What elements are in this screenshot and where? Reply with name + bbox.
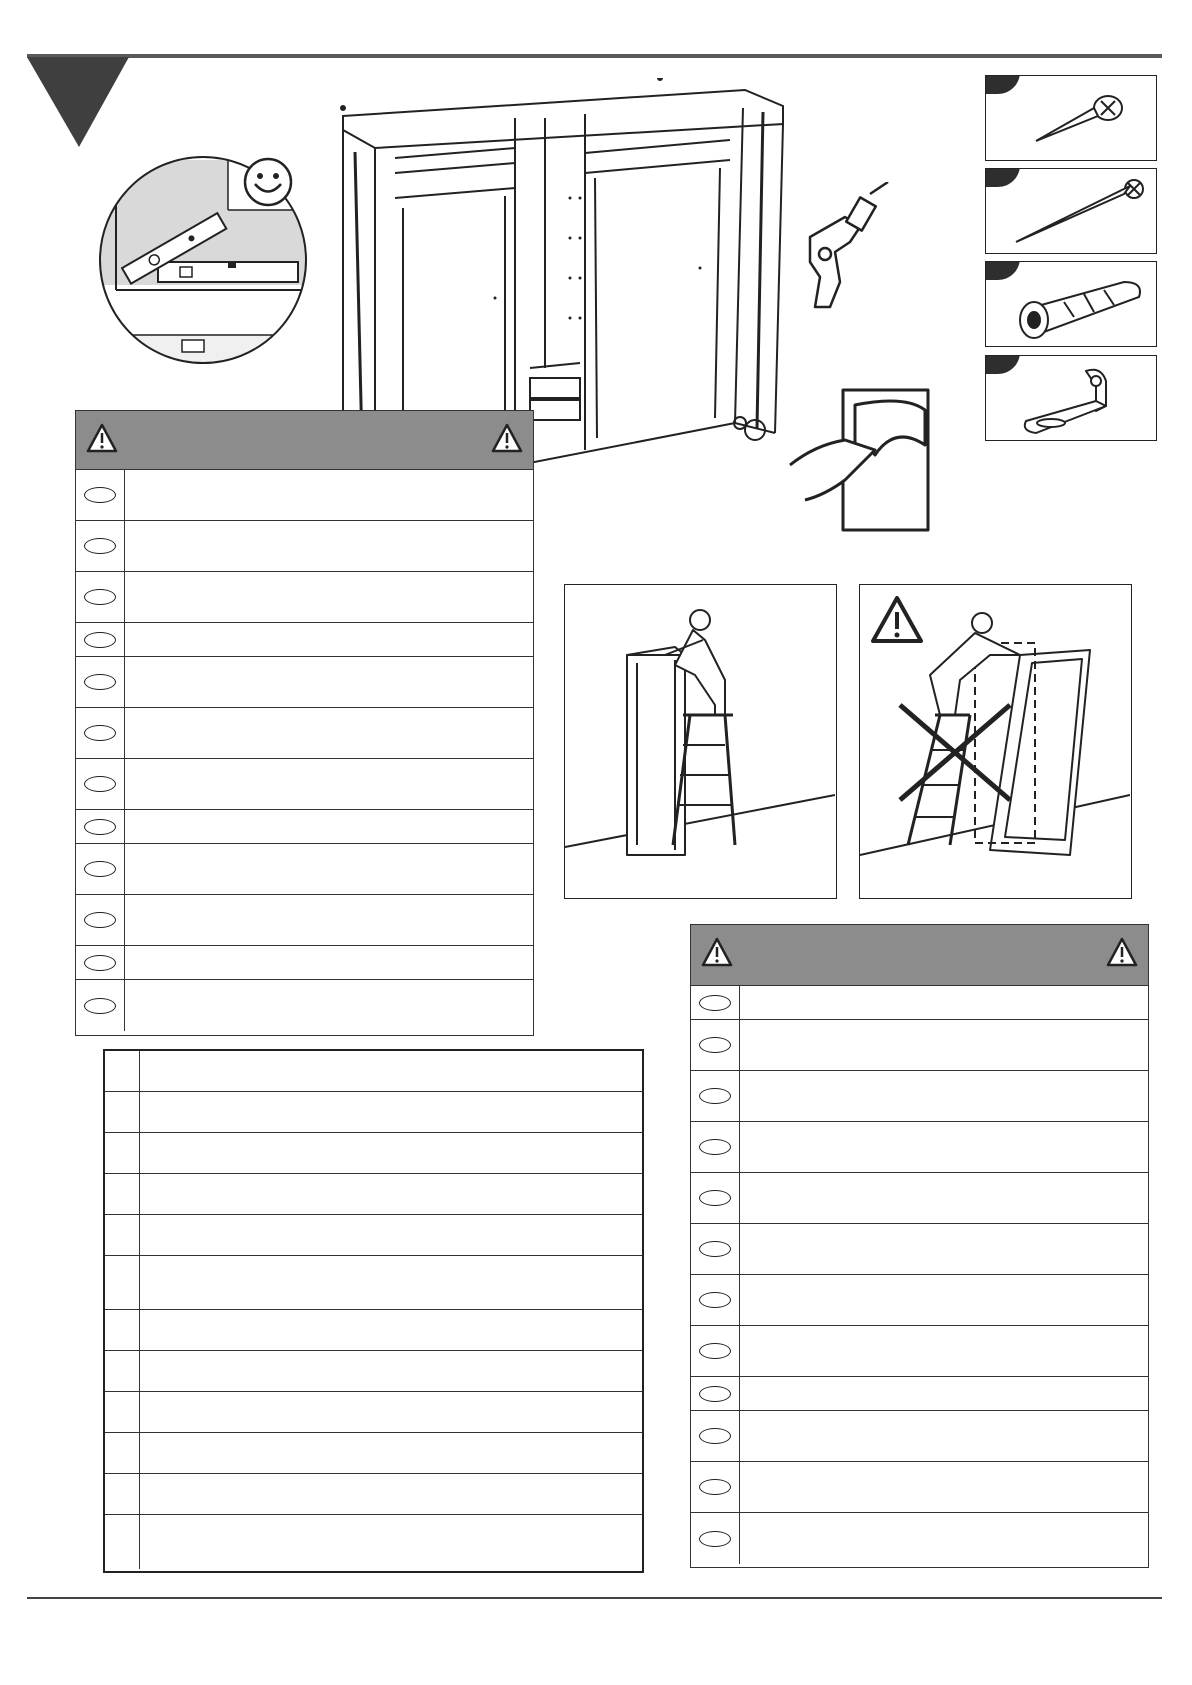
warning-row xyxy=(691,1020,1148,1071)
list-text xyxy=(140,1515,642,1569)
language-code-cell xyxy=(691,1275,740,1325)
warning-triangle-icon xyxy=(1106,937,1138,967)
warning-row xyxy=(76,844,533,895)
list-text xyxy=(140,1256,642,1309)
wall-plug-icon xyxy=(1004,272,1154,342)
list-item xyxy=(105,1051,642,1092)
warning-text xyxy=(740,986,1148,1019)
list-item xyxy=(105,1392,642,1433)
warning-triangle-icon xyxy=(491,423,523,453)
warning-text xyxy=(125,844,533,894)
language-code-cell xyxy=(76,657,125,707)
list-index xyxy=(105,1515,140,1569)
warning-row xyxy=(691,1462,1148,1513)
language-code-cell xyxy=(76,521,125,571)
warning-row xyxy=(76,708,533,759)
language-oval xyxy=(84,632,116,648)
warning-row xyxy=(76,980,533,1031)
hardware-short-screw xyxy=(985,75,1157,161)
warning-row xyxy=(76,895,533,946)
list-index xyxy=(105,1392,140,1432)
language-oval xyxy=(84,998,116,1014)
warning-header xyxy=(76,411,533,470)
language-code-cell xyxy=(76,623,125,656)
language-oval xyxy=(84,487,116,503)
language-oval xyxy=(84,776,116,792)
warning-row xyxy=(691,1377,1148,1411)
angle-bracket-icon xyxy=(1006,361,1146,439)
language-oval xyxy=(699,1479,731,1495)
numbered-list-table xyxy=(103,1049,644,1573)
long-screw-icon xyxy=(1006,174,1156,254)
language-code-cell xyxy=(691,1224,740,1274)
language-code-cell xyxy=(76,572,125,622)
warning-text xyxy=(125,470,533,520)
hardware-angle-bracket xyxy=(985,355,1157,441)
warning-row xyxy=(76,623,533,657)
hardware-long-screw xyxy=(985,168,1157,254)
list-index xyxy=(105,1351,140,1391)
peel-protective-film-icon xyxy=(785,385,945,535)
language-oval xyxy=(699,1386,731,1402)
list-index xyxy=(105,1310,140,1350)
warning-text xyxy=(125,946,533,979)
list-item xyxy=(105,1092,642,1133)
list-item xyxy=(105,1215,642,1256)
smiley-icon xyxy=(243,157,293,207)
list-item xyxy=(105,1256,642,1310)
language-oval xyxy=(699,1139,731,1155)
language-code-cell xyxy=(76,980,125,1031)
list-text xyxy=(140,1051,642,1091)
language-oval xyxy=(84,819,116,835)
language-oval xyxy=(84,589,116,605)
warning-row xyxy=(691,986,1148,1020)
warning-table-left xyxy=(75,410,534,1036)
drill-icon xyxy=(800,182,920,322)
list-text xyxy=(140,1474,642,1514)
list-item xyxy=(105,1515,642,1569)
short-screw-icon xyxy=(1016,86,1146,156)
language-oval xyxy=(84,955,116,971)
list-item xyxy=(105,1310,642,1351)
list-text xyxy=(140,1215,642,1255)
language-code-cell xyxy=(76,895,125,945)
person-on-ladder-correct xyxy=(565,585,835,897)
language-oval xyxy=(84,538,116,554)
warning-triangle-icon xyxy=(86,423,118,453)
warning-row xyxy=(691,1071,1148,1122)
language-code-cell xyxy=(76,844,125,894)
list-text xyxy=(140,1351,642,1391)
warning-triangle-icon xyxy=(701,937,733,967)
warning-row xyxy=(76,946,533,980)
warning-text xyxy=(740,1326,1148,1376)
language-oval xyxy=(699,1241,731,1257)
list-text xyxy=(140,1133,642,1173)
language-oval xyxy=(84,861,116,877)
warning-row xyxy=(76,521,533,572)
warning-row xyxy=(76,572,533,623)
list-text xyxy=(140,1092,642,1132)
warning-text xyxy=(125,810,533,843)
warning-header xyxy=(691,925,1148,986)
warning-row xyxy=(691,1173,1148,1224)
warning-row xyxy=(76,657,533,708)
list-item xyxy=(105,1133,642,1174)
warning-text xyxy=(740,1513,1148,1564)
list-text xyxy=(140,1310,642,1350)
warning-row xyxy=(76,470,533,521)
language-oval xyxy=(699,1190,731,1206)
warning-text xyxy=(740,1275,1148,1325)
list-index xyxy=(105,1174,140,1214)
language-oval xyxy=(84,674,116,690)
language-code-cell xyxy=(691,1020,740,1070)
dark-triangle-icon xyxy=(27,57,131,149)
list-text xyxy=(140,1174,642,1214)
list-index xyxy=(105,1256,140,1309)
warning-text xyxy=(740,1071,1148,1121)
language-oval xyxy=(699,1428,731,1444)
warning-row xyxy=(691,1224,1148,1275)
warning-text xyxy=(740,1411,1148,1461)
list-index xyxy=(105,1215,140,1255)
language-code-cell xyxy=(691,986,740,1019)
language-oval xyxy=(699,1343,731,1359)
wrong-ladder-panel xyxy=(859,584,1132,899)
warning-table-right xyxy=(690,924,1149,1568)
language-code-cell xyxy=(76,470,125,520)
warning-triangle-icon xyxy=(870,595,924,645)
list-text xyxy=(140,1433,642,1473)
warning-row xyxy=(76,810,533,844)
warning-text xyxy=(740,1173,1148,1223)
warning-row xyxy=(691,1122,1148,1173)
language-code-cell xyxy=(691,1122,740,1172)
language-code-cell xyxy=(691,1411,740,1461)
warning-row xyxy=(76,759,533,810)
language-code-cell xyxy=(691,1326,740,1376)
warning-text xyxy=(740,1020,1148,1070)
warning-row xyxy=(691,1275,1148,1326)
language-code-cell xyxy=(76,708,125,758)
language-code-cell xyxy=(76,810,125,843)
top-rule xyxy=(27,54,1162,58)
language-oval xyxy=(84,912,116,928)
language-oval xyxy=(699,1292,731,1308)
language-oval xyxy=(699,1088,731,1104)
language-oval xyxy=(699,1037,731,1053)
list-index xyxy=(105,1133,140,1173)
language-code-cell xyxy=(691,1071,740,1121)
warning-text xyxy=(740,1462,1148,1512)
language-code-cell xyxy=(691,1462,740,1512)
warning-text xyxy=(740,1122,1148,1172)
language-code-cell xyxy=(76,759,125,809)
language-code-cell xyxy=(691,1377,740,1410)
warning-text xyxy=(125,759,533,809)
language-oval xyxy=(699,995,731,1011)
list-item xyxy=(105,1174,642,1215)
warning-row xyxy=(691,1411,1148,1462)
list-index xyxy=(105,1474,140,1514)
correct-ladder-panel xyxy=(564,584,837,899)
language-code-cell xyxy=(691,1513,740,1564)
list-index xyxy=(105,1051,140,1091)
hardware-wall-plug xyxy=(985,261,1157,347)
warning-text xyxy=(125,980,533,1031)
language-oval xyxy=(699,1531,731,1547)
list-item xyxy=(105,1433,642,1474)
warning-text xyxy=(125,572,533,622)
warning-text xyxy=(125,708,533,758)
language-code-cell xyxy=(691,1173,740,1223)
warning-text xyxy=(125,895,533,945)
language-code-cell xyxy=(76,946,125,979)
language-oval xyxy=(84,725,116,741)
warning-text xyxy=(740,1224,1148,1274)
warning-text xyxy=(125,657,533,707)
warning-text xyxy=(125,623,533,656)
list-index xyxy=(105,1433,140,1473)
warning-text xyxy=(740,1377,1148,1410)
warning-row xyxy=(691,1513,1148,1564)
warning-text xyxy=(125,521,533,571)
list-item xyxy=(105,1351,642,1392)
list-item xyxy=(105,1474,642,1515)
warning-row xyxy=(691,1326,1148,1377)
bottom-rule xyxy=(27,1597,1162,1599)
list-text xyxy=(140,1392,642,1432)
list-index xyxy=(105,1092,140,1132)
